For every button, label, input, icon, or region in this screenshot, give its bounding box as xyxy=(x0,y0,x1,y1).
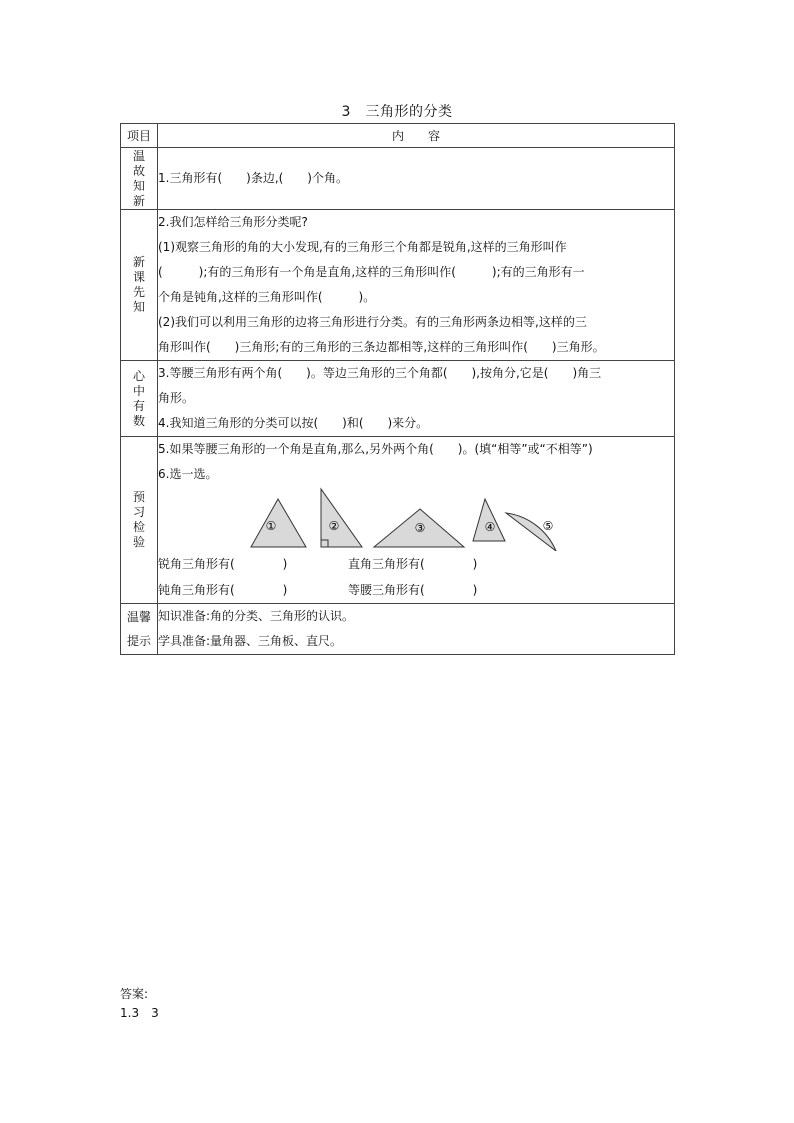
answer-section xyxy=(120,985,159,1023)
row-tips xyxy=(121,604,675,655)
acute-choice: 锐角三角形有( ) xyxy=(158,557,288,571)
row-check-understanding xyxy=(121,361,675,437)
triangle-figures xyxy=(158,487,674,551)
isosceles-choice: 等腰三角形有( ) xyxy=(348,583,478,597)
header-content: 内 容 xyxy=(158,124,675,148)
row-content xyxy=(158,361,675,437)
choice-row-1 xyxy=(158,551,674,577)
obtuse-choice: 钝角三角形有( ) xyxy=(158,583,288,597)
text-line: (2)我们可以利用三角形的边将三角形进行分类。有的三角形两条边相等,这样的三 xyxy=(158,315,587,329)
answer-line: 1.3 3 xyxy=(120,1006,159,1020)
shape-4-label: ④ xyxy=(484,520,496,534)
row-label: 温 故 知 新 xyxy=(121,148,158,210)
text-line: 个角是钝角,这样的三角形叫作( )。 xyxy=(158,290,376,304)
question-1: 1.三角形有( )条边,( )个角。 xyxy=(158,171,348,185)
row-label: 心 中 有 数 xyxy=(121,361,158,437)
shape-5-label: ⑤ xyxy=(542,519,554,533)
page-title: 3 三角形的分类 xyxy=(341,104,453,120)
row-label: 预 习 检 验 xyxy=(121,437,158,604)
right-choice: 直角三角形有( ) xyxy=(348,557,478,571)
shapes-svg xyxy=(158,487,663,551)
answer-heading: 答案: xyxy=(120,987,149,1001)
choice-row-2 xyxy=(158,577,674,603)
text-line: 3.等腰三角形有两个角( )。等边三角形的三个角都( ),按角分,它是( )角三 xyxy=(158,366,602,380)
row-label: 新 课 先 知 xyxy=(121,210,158,361)
table-header-row xyxy=(121,124,675,148)
row-new-lesson xyxy=(121,210,675,361)
row-preview-test xyxy=(121,437,675,604)
text-line: 学具准备:量角器、三角板、直尺。 xyxy=(158,634,343,648)
text-line: 知识准备:角的分类、三角形的认识。 xyxy=(158,609,355,623)
text-line: (1)观察三角形的角的大小发现,有的三角形三个角都是锐角,这样的三角形叫作 xyxy=(158,240,567,254)
row-label: 温馨 提示 xyxy=(121,604,158,655)
text-line: 角形叫作( )三角形;有的三角形的三条边都相等,这样的三角形叫作( )三角形。 xyxy=(158,340,605,354)
worksheet-table xyxy=(120,123,675,655)
shape-1 xyxy=(251,499,306,547)
row-review xyxy=(121,148,675,210)
shape-2-label: ② xyxy=(328,519,340,533)
row-content xyxy=(158,437,675,604)
text-line: 2.我们怎样给三角形分类呢? xyxy=(158,215,308,229)
shape-3-label: ③ xyxy=(414,521,426,535)
question-5: 5.如果等腰三角形的一个角是直角,那么,另外两个角( )。(填“相等”或“不相等”) xyxy=(158,442,593,456)
shape-2 xyxy=(321,489,362,547)
text-line: 4.我知道三角形的分类可以按( )和( )来分。 xyxy=(158,416,429,430)
row-content xyxy=(158,148,675,210)
header-item: 项目 xyxy=(121,124,158,148)
question-6: 6.选一选。 xyxy=(158,467,218,481)
row-content xyxy=(158,210,675,361)
text-line: ( );有的三角形有一个角是直角,这样的三角形叫作( );有的三角形有一 xyxy=(158,265,585,279)
text-line: 角形。 xyxy=(158,391,195,405)
shape-1-label: ① xyxy=(265,519,277,533)
row-content xyxy=(158,604,675,655)
